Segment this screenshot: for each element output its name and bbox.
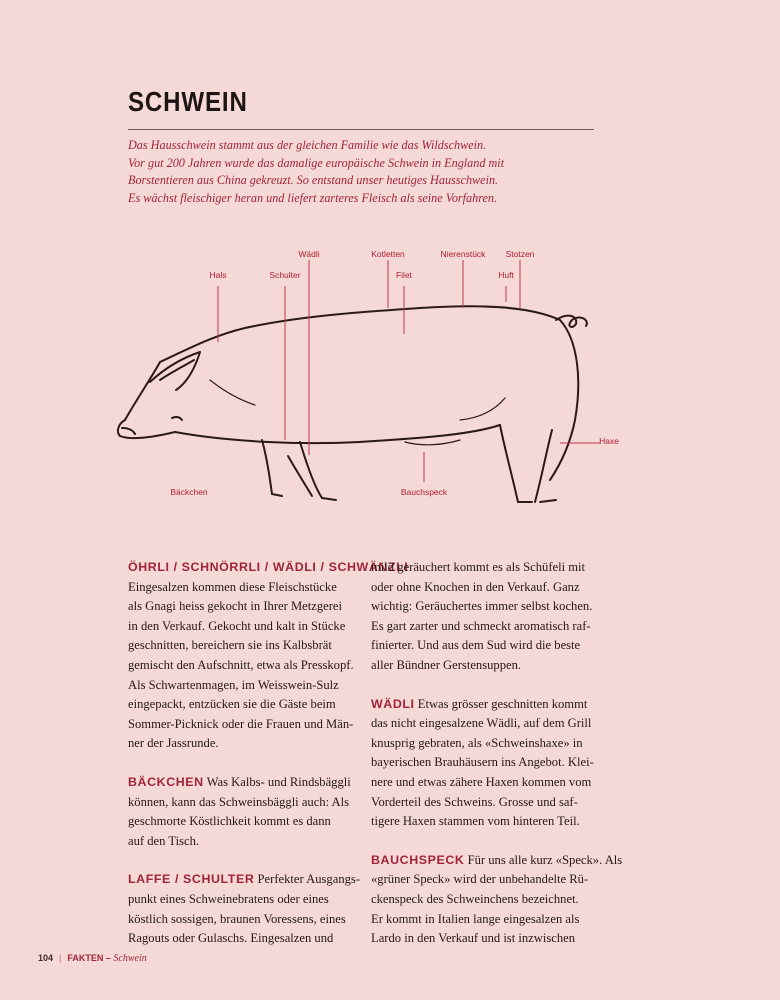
paragraph-first-line	[128, 870, 361, 890]
body-line: tigere Haxen stammen vom hinteren Teil.	[371, 814, 580, 829]
body-line: nere und etwas zähere Haxen kommen vom	[371, 774, 592, 789]
body-line: «grüner Speck» wird der unbehandelte Rü-	[371, 872, 589, 887]
body-line: ckenspeck des Schweinchens bezeichnet.	[371, 891, 579, 906]
body-line: können, kann das Schweinsbäggli auch: Als	[128, 794, 350, 809]
body-line: als Gnagi heiss gekocht in Ihrer Metzgerei	[128, 599, 343, 614]
section-heading: LAFFE / SCHULTER	[128, 872, 255, 887]
label-stotzen: Stotzen	[505, 249, 535, 259]
body-line: wichtig: Geräuchertes immer selbst kochen.	[371, 599, 593, 614]
section-heading: BAUCHSPECK	[371, 852, 465, 867]
body-line: Eingesalzen kommen diese Fleischstücke	[128, 579, 337, 594]
title-rule	[128, 129, 594, 130]
body-line: in den Verkauf. Gekocht und kalt in Stücke	[128, 618, 346, 633]
body-line: auf den Tisch.	[128, 833, 200, 848]
body-line: Es gart zarter und schmeckt aromatisch raf-	[371, 618, 591, 633]
body-line: Als Schwartenmagen, im Weisswein-Sulz	[128, 677, 339, 692]
body-line: Lardo in den Verkauf und ist inzwischen	[371, 931, 576, 946]
body-line: punkt eines Schweinebratens oder eines	[128, 891, 329, 906]
label-hals: Hals	[209, 270, 227, 280]
column-left	[128, 558, 409, 949]
section-heading: WÄDLI	[371, 696, 415, 711]
pig-illustration	[0, 230, 780, 510]
label-schulter: Schulter	[269, 270, 301, 280]
body-text: Was Kalbs- und Rindsbäggli	[203, 774, 351, 789]
label-bauchspeck: Bauchspeck	[400, 487, 448, 497]
column-right	[371, 558, 623, 949]
label-kotletten: Kotletten	[371, 249, 405, 259]
paragraph-first-line	[128, 773, 354, 793]
body-line: aller Bündner Gerstensuppen.	[371, 657, 522, 672]
page-footer	[38, 953, 147, 964]
body-line: Ragouts oder Gulaschs. Eingesalzen und	[128, 931, 334, 946]
label-filet: Filet	[395, 270, 413, 280]
body-line: bayerischen Brauhäusern ins Angebot. Klei-	[371, 755, 594, 770]
body-line: knusprig gebraten, als «Schweinshaxe» in	[371, 735, 583, 750]
body-line: oder ohne Knochen in den Verkauf. Ganz	[371, 579, 580, 594]
pig-cuts-diagram	[0, 230, 780, 510]
intro-line: Es wächst fleischiger heran und liefert zarteres Fleisch als seine Vorfahren.	[128, 190, 498, 205]
footer-separator: |	[59, 953, 62, 963]
body-line: köstlich sossigen, braunen Voressens, eines	[128, 911, 346, 926]
intro-line: Vor gut 200 Jahren wurde das damalige europäische Schwein in England mit	[128, 155, 505, 170]
paragraph-first-line	[371, 695, 597, 715]
label-waedli: Wädli	[298, 249, 320, 259]
body-line: eingepackt, entzücken sie die Gäste beim	[128, 697, 336, 712]
intro-line: Das Hausschwein stammt aus der gleichen Familie wie das Wildschwein.	[128, 138, 487, 152]
footer-section: FAKTEN –	[67, 953, 111, 963]
body-text: Für uns alle kurz «Speck». Als	[464, 852, 623, 867]
label-baeckchen: Bäckchen	[170, 487, 208, 497]
paragraph-first-line	[371, 851, 623, 871]
label-haxe: Haxe	[599, 436, 619, 446]
body-line: Vorderteil des Schweins. Grosse und saf-	[371, 794, 578, 809]
body-line: mild geräuchert kommt es als Schüfeli mit	[371, 560, 586, 574]
intro-line: Borstentieren aus China gekreuzt. So entstand unser heutiges Hausschwein.	[128, 173, 499, 187]
body-line: das nicht eingesalzene Wädli, auf dem Grill	[371, 716, 592, 731]
pig-outline	[118, 306, 587, 502]
body-line: gemischt den Aufschnitt, etwa als Presskopf.	[128, 657, 354, 672]
body-line: geschmorte Köstlichkeit kommt es dann	[128, 814, 331, 829]
intro-text	[128, 137, 598, 207]
body-line: geschnitten, bereichern sie ins Kalbsbrät	[128, 638, 332, 653]
body-line: Sommer-Picknick oder die Frauen und Män-	[128, 716, 354, 731]
body-line: finierter. Und aus dem Sud wird die beste	[371, 638, 581, 653]
page-number: 104	[38, 953, 54, 963]
leader-lines	[218, 260, 600, 482]
body-text: Perfekter Ausgangs-	[254, 872, 361, 887]
body-text: Etwas grösser geschnitten kommt	[414, 696, 588, 711]
page-title: SCHWEIN	[128, 86, 248, 117]
body-line: ner der Jassrunde.	[128, 736, 219, 751]
label-huft: Huft	[498, 270, 514, 280]
section-heading: ÖHRLI / SCHNÖRRLI / WÄDLI / SCHWÄNZLI	[128, 560, 409, 574]
label-nierenstueck: Nierenstück	[440, 249, 486, 259]
body-line: Er kommt in Italien lange eingesalzen als	[371, 911, 580, 926]
footer-page-title: Schwein	[113, 953, 147, 964]
section-heading: BÄCKCHEN	[128, 774, 204, 789]
